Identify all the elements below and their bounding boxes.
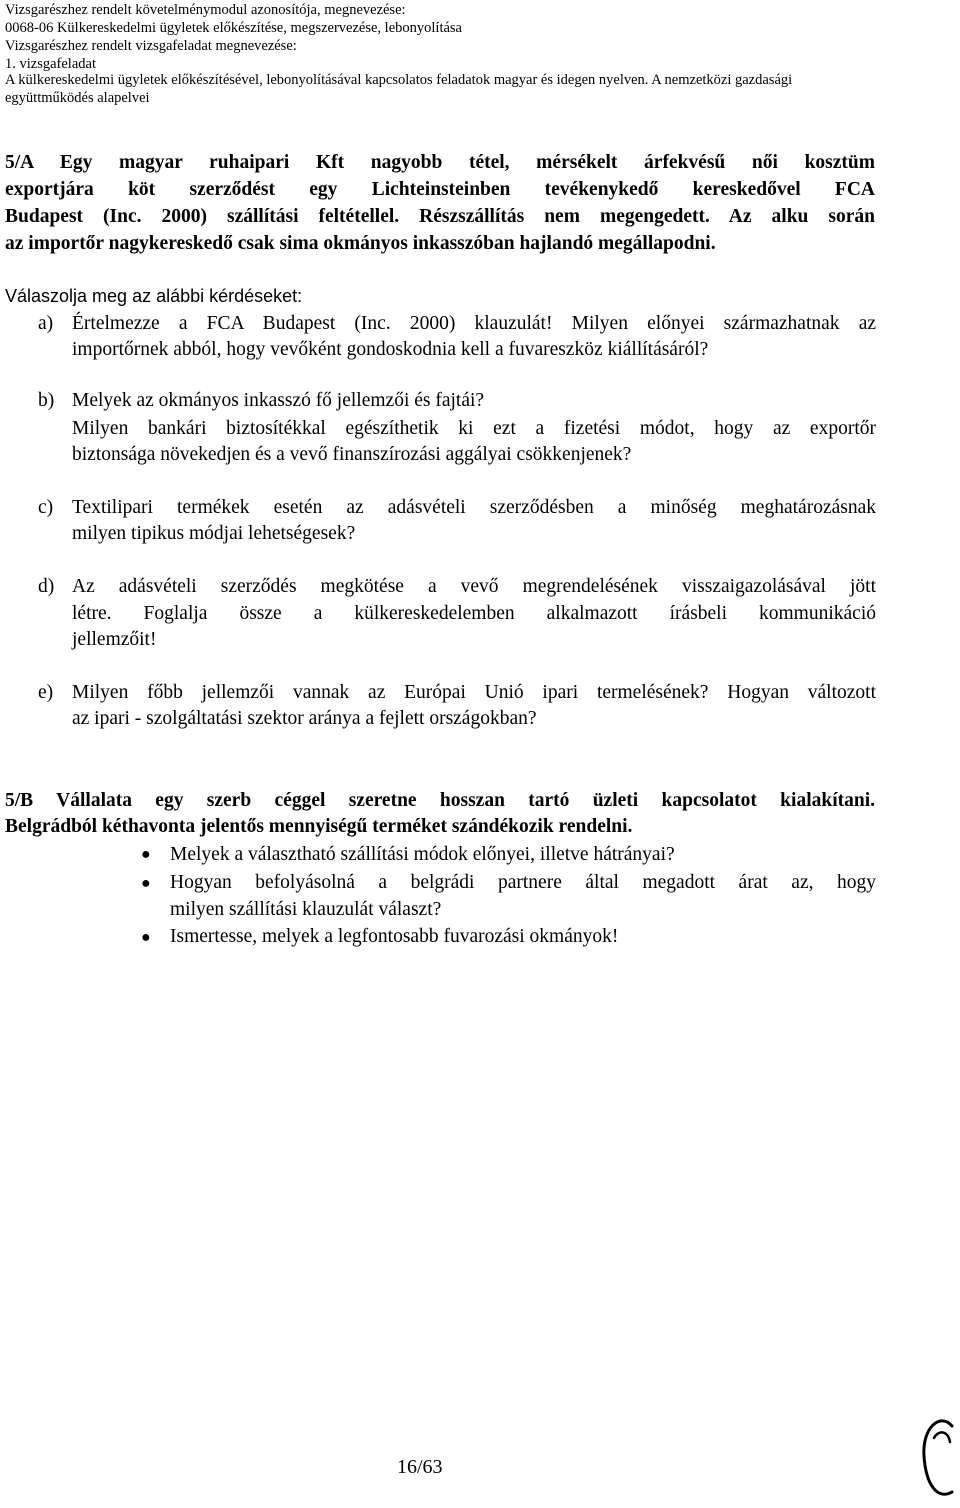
question-letter: e)	[38, 682, 54, 703]
question-line: biztonsága növekedjen és a vevő finanszírozási aggályai csökkenjenek?	[72, 444, 632, 465]
question-line: Az adásvételi szerződés megkötése a vevő megrendelésének visszaigazolásával jött	[72, 576, 876, 597]
question-line: importőrnek abból, hogy vevőként gondoskodnia kell a fuvareszköz kiállításáról?	[72, 339, 709, 360]
question-line: milyen tipikus módjai lehetségesek?	[72, 523, 356, 544]
header-module-label: Vizsgarészhez rendelt követelménymodul azonosítója, megnevezése:	[5, 2, 406, 18]
bullet-icon: ●	[141, 875, 151, 892]
task-b-text-line: 5/B Vállalata egy szerb céggel szeretne hosszan tartó üzleti kapcsolatot kialakítani.	[5, 790, 875, 811]
question-line: Milyen főbb jellemzői vannak az Európai Unió ipari termelésének? Hogyan változott	[72, 682, 876, 703]
signature-icon	[918, 1408, 960, 1503]
bullet-icon: ●	[141, 846, 151, 863]
questions-prompt: Válaszolja meg az alábbi kérdéseket:	[5, 286, 303, 306]
question-line: az ipari - szolgáltatási szektor aránya a fejlett országokban?	[72, 708, 537, 729]
question-letter: c)	[38, 497, 54, 518]
bullet-item: Melyek a választható szállítási módok előnyei, illetve hátrányai?	[170, 844, 675, 865]
question-line: létre. Foglalja össze a külkereskedelemben alkalmazott írásbeli kommunikáció	[72, 603, 876, 624]
header-module-name: 0068-06 Külkereskedelmi ügyletek előkészítése, megszervezése, lebonyolítása	[5, 20, 462, 36]
task-a-text-line: Budapest (Inc. 2000) szállítási feltétellel. Részszállítás nem megengedett. Az alku során	[5, 206, 875, 227]
question-line: Textilipari termékek esetén az adásvételi szerződésben a minőség meghatározásnak	[72, 497, 876, 518]
question-line: Milyen bankári biztosítékkal egészíthetik ki ezt a fizetési módot, hogy az exportőr	[72, 418, 876, 439]
task-a-text-line: exportjára köt szerződést egy Lichteinsteinben tevékenykedő kereskedővel FCA	[5, 179, 875, 200]
question-line: Melyek az okmányos inkasszó fő jellemzői és fajtái?	[72, 390, 485, 411]
question-letter: b)	[38, 390, 55, 411]
task-a-text-line: az importőr nagykereskedő csak sima okmányos inkasszóban hajlandó megállapodni.	[5, 233, 716, 254]
bullet-icon: ●	[141, 929, 151, 946]
question-line: jellemzőit!	[72, 629, 157, 650]
header-task-title: A külkereskedelmi ügyletek előkészítésével, lebonyolításával kapcsolatos feladatok magyar és idegen nyelven. A nemzetközi gazdasági	[5, 72, 793, 88]
bullet-item: milyen szállítási klauzulát választ?	[170, 899, 442, 920]
header-task-number: 1. vizsgafeladat	[5, 56, 96, 72]
bullet-item: Hogyan befolyásolná a belgrádi partnere által megadott árat az, hogy	[170, 872, 876, 893]
task-b-text-line: Belgrádból kéthavonta jelentős mennyiségű terméket szándékozik rendelni.	[5, 816, 633, 837]
task-a-text-line: 5/A Egy magyar ruhaipari Kft nagyobb tétel, mérsékelt árfekvésű női kosztüm	[5, 152, 875, 173]
bullet-item: Ismertesse, melyek a legfontosabb fuvarozási okmányok!	[170, 926, 619, 947]
page-number: 16/63	[397, 1456, 443, 1478]
signature-mark	[918, 1408, 960, 1503]
question-line: Értelmezze a FCA Budapest (Inc. 2000) klauzulát! Milyen előnyei származhatnak az	[72, 313, 876, 334]
header-task-title-cont: együttműködés alapelvei	[5, 90, 150, 106]
question-letter: a)	[38, 313, 54, 334]
header-task-label: Vizsgarészhez rendelt vizsgafeladat megnevezése:	[5, 38, 297, 54]
question-letter: d)	[38, 576, 55, 597]
